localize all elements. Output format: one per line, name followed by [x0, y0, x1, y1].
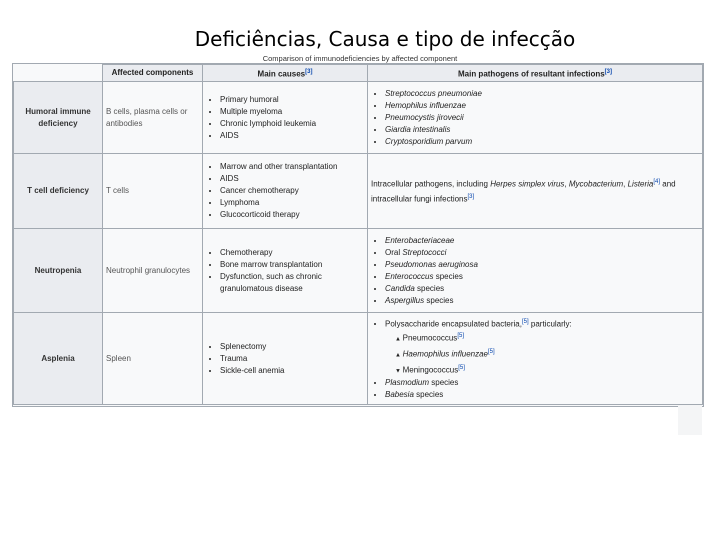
table-row [14, 313, 703, 405]
pathogen-name[interactable]: Giardia intestinalis [385, 124, 451, 134]
cause-item[interactable]: • Multiple myeloma [220, 106, 364, 118]
immunodeficiency-table [12, 63, 704, 407]
pathogen-name[interactable]: Pneumococcus [402, 334, 458, 343]
pathogen-item[interactable] [385, 100, 699, 112]
pathogen-name[interactable]: Haemophilus influenzae [402, 349, 488, 359]
header-corner [14, 65, 103, 82]
cause-item[interactable]: • Glucocorticoid therapy [220, 209, 364, 221]
cause-item[interactable]: • Chemotherapy [220, 247, 364, 259]
pathogen-item[interactable] [385, 235, 699, 247]
pathogen-item[interactable] [385, 377, 699, 389]
pathogen-item[interactable] [385, 389, 699, 401]
pathogen-name[interactable]: Pseudomonas aeruginosa [385, 259, 478, 269]
slide-title: Deficiências, Causa e tipo de infecção [194, 27, 576, 51]
row-header-asplenia[interactable]: Asplenia [14, 313, 103, 405]
triangle-bullet-icon: ▲ [395, 352, 403, 359]
pathogen-item [385, 316, 699, 378]
pathogen-item[interactable] [385, 271, 699, 283]
row-header-t-cell[interactable]: T cell deficiency [14, 154, 103, 229]
header-main-pathogens-ref[interactable]: [3] [604, 68, 613, 75]
triangle-bullet-icon: ▲ [395, 337, 403, 343]
pathogen-name[interactable]: Streptococcus pneumoniae [385, 88, 482, 98]
pathogen-suffix: species [433, 271, 463, 281]
pathogen-intro-tail: particularly: [528, 319, 572, 329]
table-row [14, 82, 703, 154]
pathogen-name[interactable]: Mycobacterium [568, 180, 624, 189]
pathogen-text: Intracellular pathogens, including [371, 180, 491, 189]
sub-pathogen-item[interactable] [395, 346, 699, 362]
cause-item[interactable]: • Lymphoma [220, 197, 364, 209]
pathogen-item[interactable] [385, 295, 699, 307]
pathogen-name[interactable]: Meningococcus [402, 365, 459, 375]
reference-link[interactable]: [4] [653, 179, 661, 186]
pathogen-suffix: species [429, 378, 459, 388]
reference-link[interactable]: [3] [467, 194, 475, 200]
pathogens-t-cell [368, 154, 703, 229]
cause-item[interactable]: • Primary humoral [220, 94, 364, 106]
reference-link[interactable]: [5] [521, 318, 529, 325]
pathogen-name[interactable]: Candida [385, 283, 415, 293]
pathogen-name[interactable]: Enterococcus [385, 271, 434, 281]
pathogen-item[interactable] [385, 88, 699, 100]
table-row [14, 154, 703, 229]
cause-item[interactable]: • Cancer chemotherapy [220, 185, 364, 197]
header-main-pathogens [368, 65, 703, 82]
pathogens-neutropenia [368, 229, 703, 313]
pathogen-item[interactable] [385, 283, 699, 295]
table-row [14, 229, 703, 313]
sub-pathogen-item[interactable] [395, 362, 699, 378]
separator: , [623, 180, 628, 189]
cause-item[interactable]: • Splenectomy [220, 341, 364, 353]
pathogen-name[interactable]: Babesia [385, 390, 414, 400]
cause-item[interactable]: • Marrow and other transplantation [220, 161, 364, 173]
triangle-bullet-icon: ▼ [395, 368, 403, 375]
cause-item[interactable]: • Bone marrow transplantation [220, 259, 364, 271]
pathogen-name[interactable]: Hemophilus influenzae [385, 100, 466, 110]
separator: , [564, 180, 569, 189]
pathogen-item[interactable] [385, 136, 699, 148]
header-affected-components: Affected components [103, 65, 203, 82]
pathogen-item[interactable] [385, 124, 699, 136]
cause-item[interactable]: • AIDS [220, 173, 364, 185]
reference-link[interactable]: [5] [488, 349, 495, 355]
pathogen-name[interactable]: Enterobacteriaceae [385, 235, 455, 245]
causes-t-cell [203, 154, 368, 229]
row-header-humoral[interactable]: Humoral immune deficiency [14, 82, 103, 154]
sub-pathogen-item[interactable] [395, 330, 699, 346]
header-main-causes [203, 65, 368, 82]
reference-link[interactable]: [5] [457, 333, 464, 340]
pathogen-intro[interactable]: Polysaccharide encapsulated bacteria, [385, 319, 522, 329]
causes-asplenia [203, 313, 368, 405]
cause-item[interactable]: • Dysfunction, such as chronic granulomatous disease [220, 271, 364, 295]
component-neutropenia[interactable]: Neutrophil granulocytes [103, 229, 203, 313]
side-panel-edge [678, 405, 702, 435]
header-main-causes-ref[interactable]: [3] [305, 68, 313, 75]
pathogen-suffix: species [414, 283, 445, 293]
component-t-cell[interactable]: T cells [103, 154, 203, 229]
pathogen-suffix: species [413, 390, 444, 400]
pathogen-item[interactable] [385, 259, 699, 271]
pathogen-name[interactable]: Cryptosporidium parvum [385, 136, 473, 146]
pathogen-name[interactable]: Plasmodium [385, 378, 430, 388]
component-humoral: B cells, plasma cells or antibodies [103, 82, 203, 154]
pathogen-text-line2 [371, 191, 699, 206]
table-caption: Comparison of immunodeficiencies by affected component [262, 54, 458, 63]
pathogen-name[interactable]: Pneumocystis jirovecii [385, 112, 464, 122]
pathogen-item[interactable] [385, 112, 699, 124]
pathogen-name[interactable]: Listeria [627, 180, 654, 189]
header-row [14, 65, 703, 82]
causes-humoral [203, 82, 368, 154]
causes-neutropenia [203, 229, 368, 313]
pathogen-prefix: Oral [385, 247, 403, 257]
row-header-neutropenia[interactable]: Neutropenia [14, 229, 103, 313]
component-asplenia[interactable]: Spleen [103, 313, 203, 405]
reference-link[interactable]: [5] [458, 364, 465, 371]
cause-item[interactable]: • AIDS [220, 130, 364, 142]
pathogens-asplenia [368, 313, 703, 405]
pathogen-item[interactable] [385, 247, 699, 259]
header-main-causes-label: Main causes [257, 69, 306, 79]
pathogen-name[interactable]: Aspergillus [385, 295, 425, 305]
cause-item[interactable]: • Sickle-cell anemia [220, 365, 364, 377]
pathogen-name[interactable]: Herpes simplex virus [490, 180, 565, 189]
pathogen-suffix: species [424, 295, 454, 305]
pathogen-text: and [660, 180, 676, 189]
pathogen-text[interactable]: intracellular fungi infections [371, 194, 468, 204]
header-main-pathogens-label: Main pathogens of resultant infections [457, 69, 605, 79]
pathogens-humoral [368, 82, 703, 154]
cause-item[interactable]: • Trauma [220, 353, 364, 365]
pathogen-text-line1 [371, 176, 699, 191]
pathogen-name[interactable]: Streptococci [402, 247, 447, 257]
cause-item[interactable]: • Chronic lymphoid leukemia [220, 118, 364, 130]
